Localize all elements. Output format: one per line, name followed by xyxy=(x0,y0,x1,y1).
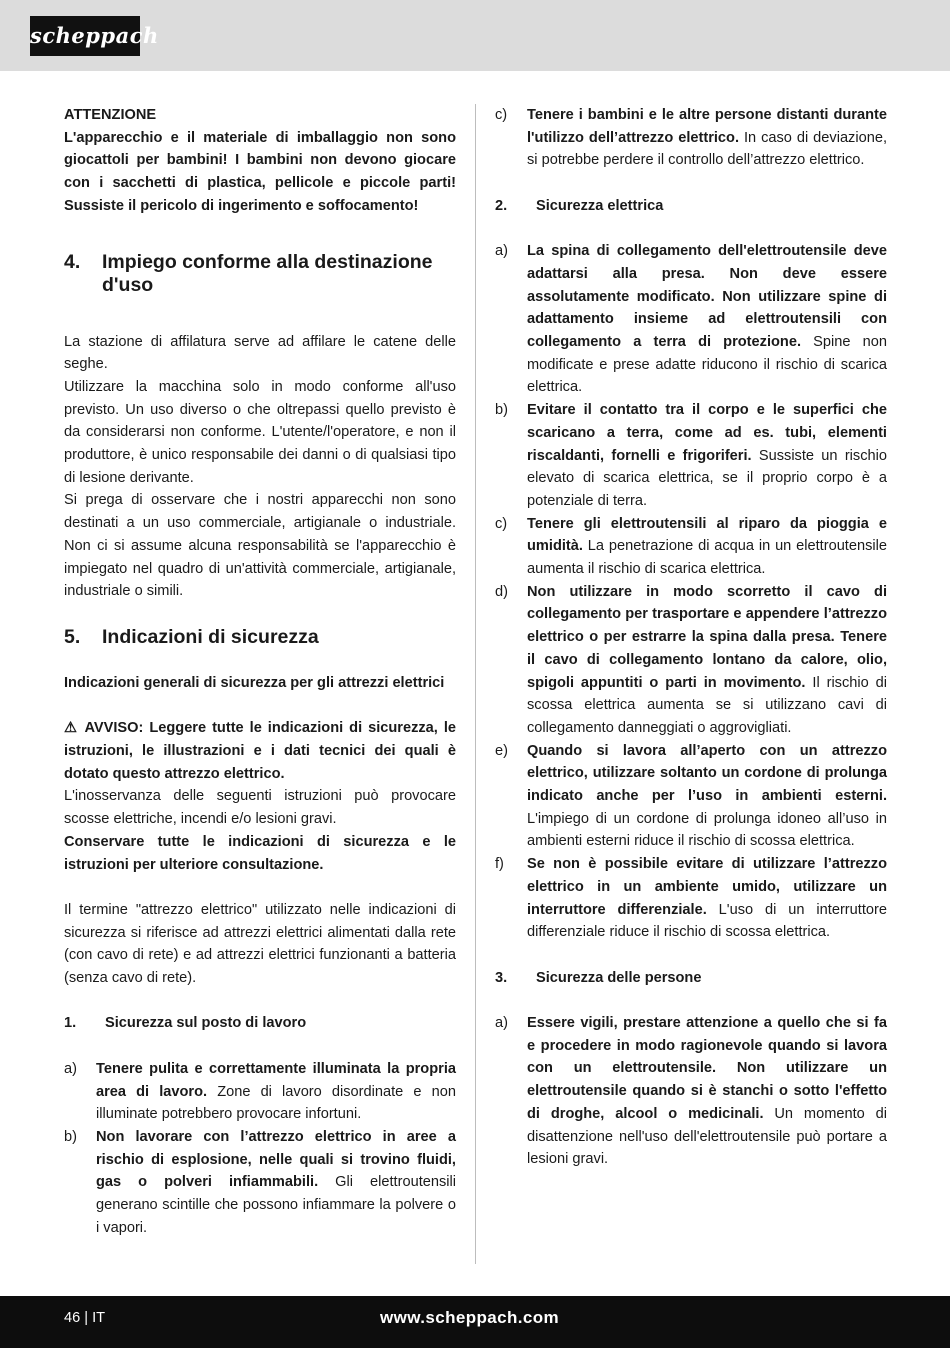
list-marker: b) xyxy=(495,402,508,419)
list-item-bold: La spina di collegamento dell'elettroutensile deve adattarsi alla presa. Non deve essere assolutamente modificato. Non utilizzare spine di adattamento insieme ad elettroutensili con collegamento a terra di protezione. xyxy=(527,243,887,350)
section-4-number: 4. xyxy=(64,250,81,273)
list-item-text: L'impiego di un cordone di prolunga idoneo all’uso in ambienti esterni riduce il rischio di scossa elettrica. xyxy=(527,810,887,850)
avviso-text-bold: AVVISO: Leggere tutte le indicazioni di sicurezza, le istruzioni, le illustrazioni e i dati tecnici dei quali è dotato questo attrezzo elettrico. xyxy=(64,720,456,782)
list-item xyxy=(495,240,887,399)
list-marker: a) xyxy=(495,243,508,260)
list-marker: b) xyxy=(64,1128,77,1145)
list-item xyxy=(495,399,887,513)
list-item xyxy=(495,581,887,740)
warning-triangle-icon: ⚠ xyxy=(64,720,79,737)
list-marker: c) xyxy=(495,515,508,532)
section-5-heading xyxy=(64,626,456,649)
section-5-subheading: Indicazioni generali di sicurezza per gli attrezzi elettrici xyxy=(64,674,445,691)
warning-title: ATTENZIONE xyxy=(64,107,157,123)
subsection-2-number: 2. xyxy=(495,197,508,214)
subsection-3-title: Sicurezza delle persone xyxy=(536,969,702,986)
avviso-paragraph xyxy=(64,717,456,785)
conservare-text: Conservare tutte le indicazioni di sicurezza e le istruzioni per ulteriore consultazione. xyxy=(64,833,456,873)
section-4-paragraph: La stazione di affilatura serve ad affilare le catene delle seghe. xyxy=(64,333,456,373)
list-item xyxy=(64,1058,456,1126)
termine-paragraph: Il termine "attrezzo elettrico" utilizzato nelle indicazioni di sicurezza si riferisce ad attrezzi elettrici alimentati dalla rete (con cavo di rete) e ad attrezzi elettrici funzionanti a batteria (senza cavo di rete). xyxy=(64,901,456,987)
list-item-bold: Tenere pulita e correttamente illuminata la propria area di lavoro. xyxy=(96,1060,456,1100)
list-item-text: Il rischio di scossa elettrica aumenta se si utilizzano cavi di collegamento danneggiati o aggrovigliati. xyxy=(527,674,887,736)
list-item-text: Sussiste un rischio elevato di scarica elettrica, se il proprio corpo è a potenziale di terra. xyxy=(527,447,887,509)
list-item-text: La penetrazione di acqua in un elettroutensile aumenta il rischio di scarica elettrica. xyxy=(527,538,887,578)
list-item-text: Spine non modificate e prese adatte riducono il rischio di scarica elettrica. xyxy=(527,334,887,396)
list-item-text: In caso di deviazione, si potrebbe perdere il controllo dell’attrezzo elettrico. xyxy=(527,129,887,169)
list-item-text: Un momento di disattenzione nell'uso dell'elettroutensile può portare a lesioni gravi. xyxy=(527,1105,887,1168)
list-item-bold: Non lavorare con l’attrezzo elettrico in aree a rischio di esplosione, nelle quali si trovino fluidi, gas o polveri infiammabili. xyxy=(96,1128,456,1191)
list-item xyxy=(495,513,887,581)
right-column xyxy=(495,104,887,1171)
section-4-heading xyxy=(64,251,456,297)
section-4-paragraph: Utilizzare la macchina solo in modo conforme all'uso previsto. Un uso diverso o che oltrepassi quello previsto è da considerarsi non conforme. L'utente/l'operatore, e non il produttore, è unico responsabile dei danni o di qualsiasi tipo di lesione derivante. xyxy=(64,378,456,486)
avviso-text: L'inosservanza delle seguenti istruzioni può provocare scosse elettriche, incendi e/o lesioni gravi. xyxy=(64,788,456,828)
section-4-title: Impiego conforme alla destinazione d'uso xyxy=(102,250,433,296)
subsection-1-title: Sicurezza sul posto di lavoro xyxy=(105,1015,307,1032)
subsection-1-number: 1. xyxy=(64,1015,77,1032)
page-header xyxy=(0,0,950,71)
list-item-bold: Tenere i bambini e le altre persone distanti durante l'utilizzo dell’attrezzo elettrico. xyxy=(527,107,887,146)
scheppach-logo: scheppach xyxy=(30,16,140,56)
list-marker: a) xyxy=(64,1060,77,1077)
list-item xyxy=(495,853,887,944)
section-5-title: Indicazioni di sicurezza xyxy=(102,625,319,648)
list-item-bold: Non utilizzare in modo scorretto il cavo di collegamento per trasportare e appendere l’attrezzo elettrico o per estrarre la spina dalla presa. Tenere il cavo di collegamento lontano da calore, olio, spigoli appuntiti o parti in movimento. xyxy=(527,583,887,691)
list-marker: a) xyxy=(495,1015,508,1032)
left-column xyxy=(64,104,456,1239)
list-item-text: Gli elettroutensili generano scintille che possono infiammare la polvere o i vapori. xyxy=(96,1174,457,1236)
list-item-bold: Evitare il contatto tra il corpo e le superfici che scaricano a terra, come ad es. tubi, elementi riscaldanti, fornelli e frigoriferi. xyxy=(527,402,887,464)
section-4-paragraph: Si prega di osservare che i nostri apparecchi non sono destinati a un uso commerciale, artigianale o industriale. Non ci si assume alcuna responsabilità se l'apparecchio è impiegato nel quadro di un'attività commerciale, artigianale, industriale o simili. xyxy=(64,492,456,600)
page-footer xyxy=(0,1296,950,1348)
list-item-bold: Tenere gli elettroutensili al riparo da pioggia e umidità. xyxy=(527,515,887,555)
list-item-text: L'uso di un interruttore differenziale riduce il rischio di scossa elettrica. xyxy=(527,901,887,941)
subsection-1-heading xyxy=(64,1012,456,1035)
warning-text: L'apparecchio e il materiale di imballaggio non sono giocattoli per bambini! I bambini non devono giocare con i sacchetti di plastica, pellicole e piccole parti! Sussiste il pericolo di ingerimento e soffocamento! xyxy=(64,129,456,214)
list-item xyxy=(495,1012,887,1171)
subsection-2-title: Sicurezza elettrica xyxy=(536,197,664,214)
list-item xyxy=(64,1126,456,1240)
subsection-2-heading xyxy=(495,195,887,218)
column-divider xyxy=(475,104,476,1264)
list-marker: e) xyxy=(495,742,508,759)
list-item xyxy=(495,104,887,172)
list-item-bold: Quando si lavora all’aperto con un attrezzo elettrico, utilizzare soltanto un cordone di prolunga indicato anche per l’uso in ambienti esterni. xyxy=(527,742,887,805)
section-5-number: 5. xyxy=(64,625,81,648)
list-item-bold: Se non è possibile evitare di utilizzare l’attrezzo elettrico in un ambiente umido, utilizzare un interruttore differenziale. xyxy=(527,856,887,918)
list-marker: d) xyxy=(495,583,508,600)
list-marker: c) xyxy=(495,107,508,123)
page-number: 46 | IT xyxy=(64,1310,106,1326)
subsection-3-number: 3. xyxy=(495,969,508,986)
list-item-text: Zone di lavoro disordinate e non illuminate potrebbero provocare infortuni. xyxy=(96,1083,456,1123)
list-marker: f) xyxy=(495,856,504,873)
website-url: www.scheppach.com xyxy=(380,1308,560,1327)
subsection-3-heading xyxy=(495,967,887,990)
list-item xyxy=(495,740,887,854)
list-item-bold: Essere vigili, prestare attenzione a quello che si fa e procedere in modo ragionevole quando si lavora con un elettroutensile. Non utilizzare un elettroutensile quando si è stanchi o sotto l'effetto di droghe, alcool o medicinali. xyxy=(527,1015,887,1122)
